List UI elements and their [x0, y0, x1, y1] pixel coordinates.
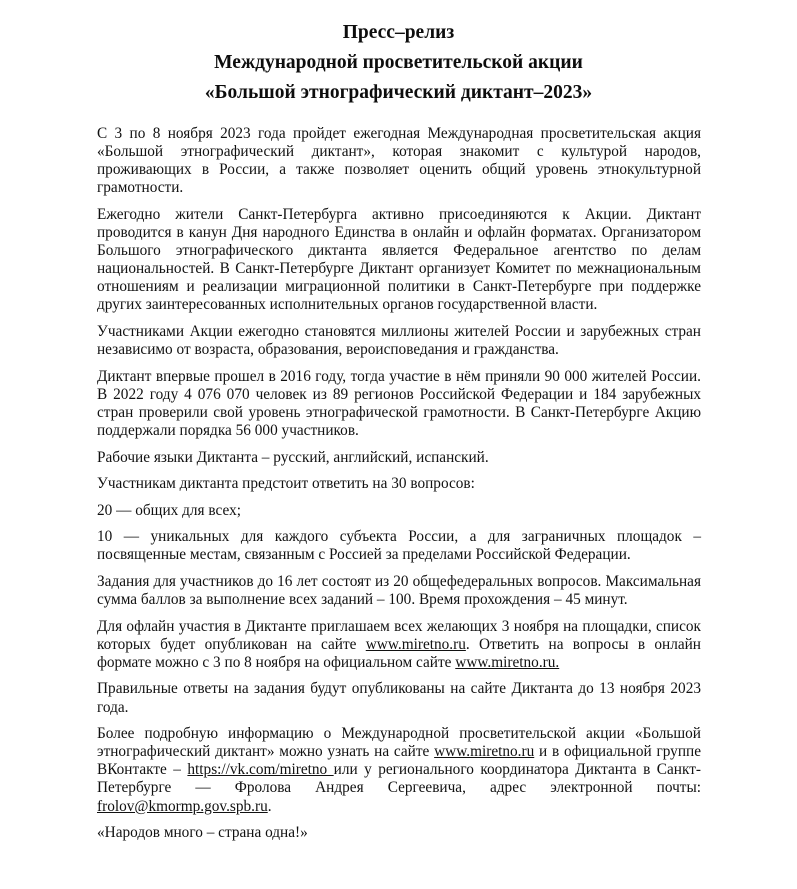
text-segment: или у регионального координатора Диктанта в Санкт-Петербурге — Фролова Андрея Сергеевича, адрес электронной почты: [97, 761, 701, 797]
paragraph-questions-intro: Участникам диктанта предстоит ответить на 30 вопросов: [97, 475, 475, 493]
paragraph-slogan: «Народов много – страна одна!» [97, 824, 308, 842]
miretno-official-link[interactable]: www.miretno.ru. [455, 653, 560, 671]
paragraph-languages: Рабочие языки Диктанта – русский, английский, испанский. [97, 448, 489, 466]
paragraph-contacts [97, 725, 701, 815]
paragraph-spb-participation: Ежегодно жители Санкт-Петербурга активно присоединяются к Акции. Диктант проводится в канун Дня народного Единства в онлайн и офлайн форматах. Организатором Большого этнографического диктанта является Федеральное агентство по делам национальностей. В Санкт-Петербурге Диктант организует Комитет по межнациональным отношениям и реализации миграционной политики в Санкт-Петербурге при поддержке других заинтересованных исполнительных органов государственной власти. [97, 205, 701, 314]
paragraph-intro: С 3 по 8 ноября 2023 года пройдет ежегодная Международная просветительская акция «Большой этнографический диктант», которая знакомит с культурой народов, проживающих в России, а также позволяет оценить общий уровень этнокультурной грамотности. [97, 125, 701, 197]
paragraph-history: Диктант впервые прошел в 2016 году, тогда участие в нём приняли 90 000 жителей России. В 2022 году 4 076 070 человек из 89 регионов Российской Федерации и 184 зарубежных стран проверили свой уровень этнографической грамотности. В Санкт-Петербурге Акцию поддержали порядка 56 000 участников. [97, 367, 701, 439]
document-header [0, 18, 797, 108]
vk-group-link[interactable]: https://vk.com/miretno [187, 761, 334, 779]
paragraph-questions-general: 20 — общих для всех; [97, 501, 241, 519]
text-segment: . [267, 797, 272, 815]
document-body [97, 125, 701, 851]
document-subtitle-event: «Большой этнографический диктант–2023» [204, 82, 593, 103]
paragraph-youth-tasks: Задания для участников до 16 лет состоят из 20 общефедеральных вопросов. Максимальная сумма баллов за выполнение всех заданий – 100. Время прохождения – 45 минут. [97, 572, 701, 609]
document-subtitle: Международной просветительской акции [214, 52, 583, 73]
paragraph-participants: Участниками Акции ежегодно становятся миллионы жителей России и зарубежных стран независимо от возраста, образования, вероисповедания и гражданства. [97, 322, 701, 359]
text-segment: Для офлайн участия в Диктанте приглашаем всех желающих 3 ноября на площадки, список которых будет опубликован на сайте [97, 617, 701, 653]
miretno-site-link[interactable]: www.miretno.ru [434, 743, 535, 761]
text-segment: и в официальной группе ВКонтакте – [97, 743, 701, 779]
miretno-link[interactable]: www.miretno.ru [365, 635, 466, 653]
paragraph-answers: Правильные ответы на задания будут опубликованы на сайте Диктанта до 13 ноября 2023 года. [97, 680, 701, 716]
paragraph-questions-regional: 10 — уникальных для каждого субъекта России, а для заграничных площадок – посвященные местам, связанным с Россией за пределами Российской Федерации. [97, 528, 701, 564]
document-title: Пресс–релиз [342, 22, 455, 43]
email-link[interactable]: frolov@kmormp.gov.spb.ru [97, 797, 268, 815]
paragraph-offline-online [97, 618, 701, 672]
text-segment: . Ответить на вопросы в онлайн формате можно с 3 по 8 ноября на официальном сайте [97, 635, 701, 671]
text-segment: Более подробную информацию о Международной просветительской акции «Большой этнографический диктант» можно узнать на сайте [97, 725, 701, 761]
